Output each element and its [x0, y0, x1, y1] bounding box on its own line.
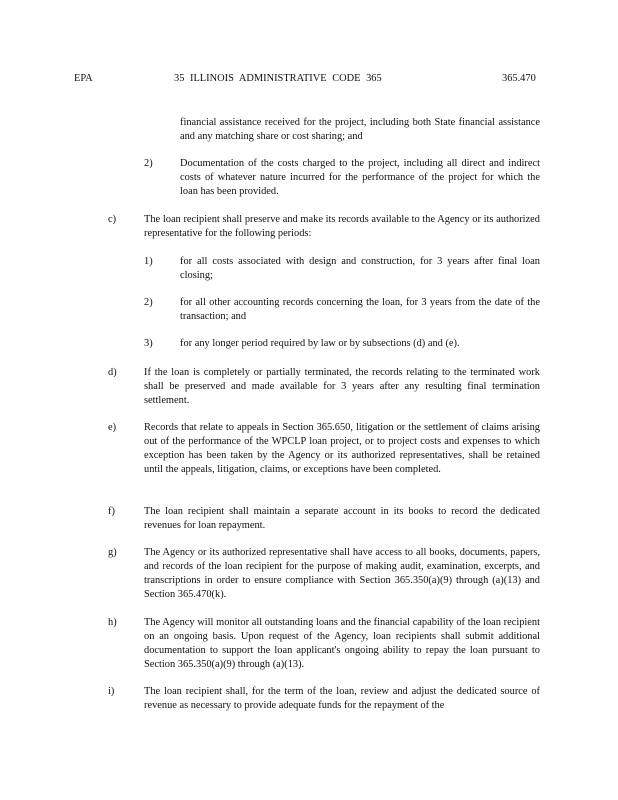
header-section-number: 365.470 — [502, 73, 536, 84]
header-code-title: 35 ILLINOIS ADMINISTRATIVE CODE 365 — [174, 73, 382, 84]
item-text: The loan recipient shall, for the term of the loan, review and adjust the dedicated source of revenue as necessary to provide adequate funds for the repayment of the — [144, 686, 540, 711]
item-text: The loan recipient shall preserve and make its records available to the Agency or its authorized representative for the following periods: — [144, 214, 540, 239]
item-text: The Agency will monitor all outstanding loans and the financial capability of the loan recipient on an ongoing basis. Upon request of the Agency, loan recipients shall submit additional documentation to support the loan applicant's ongoing ability to repay the loan pursuant to Section 365.350(a)(9) through (a)(13). — [144, 617, 540, 670]
item-label: d) — [108, 367, 117, 378]
item-label: 1) — [144, 256, 153, 267]
item-text: for any longer period required by law or by subsections (d) and (e). — [180, 338, 460, 349]
item-text: The loan recipient shall maintain a separate account in its books to record the dedicated revenues for loan repayment. — [144, 506, 540, 531]
item-text: If the loan is completely or partially terminated, the records relating to the terminated work shall be preserved and made available for 3 years after any resulting final termination settlement. — [144, 367, 540, 406]
item-text: for all other accounting records concerning the loan, for 3 years from the date of the transaction; and — [180, 297, 540, 322]
item-label: e) — [108, 422, 117, 433]
item-label: g) — [108, 547, 117, 558]
item-label: c) — [108, 214, 117, 225]
item-label: 2) — [144, 297, 153, 308]
item-label: i) — [108, 686, 115, 697]
item-label: h) — [108, 617, 117, 628]
item-text: Documentation of the costs charged to the project, including all direct and indirect costs of whatever nature incurred for the performance of the project for which the loan has been provided. — [180, 158, 540, 197]
item-label: 2) — [144, 158, 153, 169]
page-header — [0, 72, 618, 86]
item-label: f) — [108, 506, 115, 517]
item-label: 3) — [144, 338, 153, 349]
item-text: Records that relate to appeals in Section 365.650, litigation or the settlement of claims arising out of the performance of the WPCLP loan project, or to project costs and expenses to which exception has been taken by the Agency or its authorized representatives, shall be retained until the appeals, litigation, claims, or exceptions have been completed. — [144, 422, 540, 475]
item-text: for all costs associated with design and construction, for 3 years after final loan closing; — [180, 256, 540, 281]
continued-paragraph: financial assistance received for the project, including both State financial assistance and any matching share or cost sharing; and — [180, 117, 540, 142]
header-agency: EPA — [74, 73, 93, 84]
item-text: The Agency or its authorized representative shall have access to all books, documents, papers, and records of the loan recipient for the purpose of making audit, examination, excerpts, and transcriptions in order to ensure compliance with Section 365.350(a)(9) through (a)(13) and Section 365.470(k). — [144, 547, 540, 600]
